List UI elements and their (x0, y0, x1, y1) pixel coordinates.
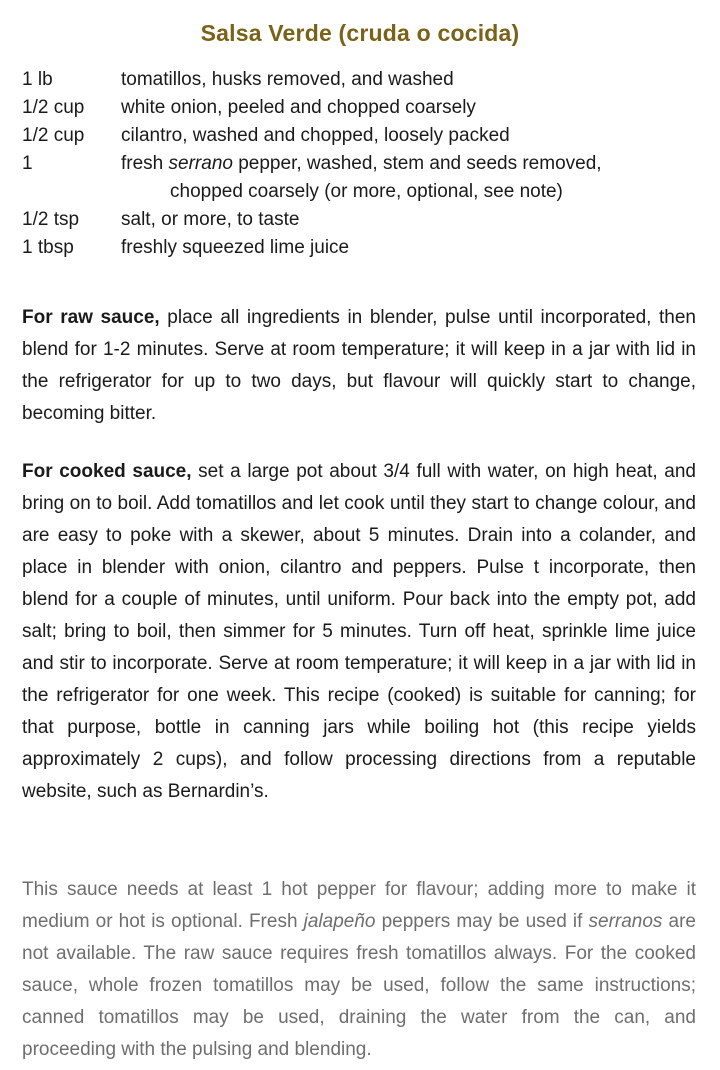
note-text: are not available. The raw sauce requires fresh tomatillos always. For the cooked sauce, whole frozen tomatillos may be used, follow the same instructions; canned tomatillos may be used, draining the water from the can, and proceeding with the pulsing and blending. (22, 911, 696, 1060)
ingredient-row (22, 206, 712, 234)
ingredient-quantity: 1 tbsp (22, 237, 74, 258)
ingredient-row (22, 94, 712, 122)
ingredient-list (22, 66, 712, 262)
ingredient-description: freshly squeezed lime juice (121, 237, 350, 258)
ingredient-italic-text: serrano (168, 153, 233, 174)
ingredient-row (22, 234, 712, 262)
recipe-note (22, 874, 696, 1066)
raw-sauce-label: For raw sauce, (22, 307, 160, 328)
ingredient-quantity: 1/2 cup (22, 125, 85, 146)
note-text: peppers may be used if (375, 911, 589, 932)
recipe-title: Salsa Verde (cruda o cocida) (200, 20, 520, 46)
cooked-sauce-instructions (22, 456, 696, 808)
ingredient-description: salt, or more, to taste (121, 209, 300, 230)
ingredient-row-continuation (22, 178, 712, 206)
ingredient-quantity: 1 (22, 153, 33, 174)
ingredient-description (121, 150, 712, 178)
ingredient-text: pepper, washed, stem and seeds removed, (232, 153, 602, 174)
raw-sauce-text: place all ingredients in blender, pulse until incorporated, then blend for 1-2 minutes. Serve at room temperature; it will keep in a jar with lid in the refrigerator for up to two days, but flavour will quickly start to change, becoming bitter. (22, 307, 697, 424)
ingredient-quantity: 1 lb (22, 69, 53, 90)
ingredient-description: white onion, peeled and chopped coarsely (121, 97, 476, 118)
cooked-sauce-label: For cooked sauce, (22, 461, 192, 482)
ingredient-row (22, 122, 712, 150)
ingredient-row (22, 66, 712, 94)
ingredient-quantity: 1/2 tsp (22, 209, 80, 230)
ingredient-quantity-empty (22, 178, 121, 206)
note-italic-jalapeno: jalapeño (303, 911, 376, 932)
note-text: This sauce needs at least 1 hot pepper for flavour; adding more to make it medium or hot is optional. Fresh (22, 879, 696, 932)
ingredient-description: tomatillos, husks removed, and washed (121, 69, 454, 90)
note-italic-serranos: serranos (588, 911, 663, 932)
ingredient-row (22, 150, 712, 178)
raw-sauce-instructions (22, 302, 696, 430)
ingredient-description: cilantro, washed and chopped, loosely packed (121, 125, 510, 146)
ingredient-quantity: 1/2 cup (22, 97, 85, 118)
ingredient-text: fresh (121, 153, 169, 174)
cooked-sauce-text: set a large pot about 3/4 full with water, on high heat, and bring on to boil. Add tomatillos and let cook until they start to change colour, and are easy to poke with a skewer, about 5 minutes. Drain into a colander, and place in blender with onion, cilantro and peppers. Pulse t incorporate, then blend for a couple of minutes, until uniform. Pour back into the empty pot, add salt; bring to boil, then simmer for 5 minutes. Turn off heat, sprinkle lime juice and stir to incorporate. Serve at room temperature; it will keep in a jar with lid in the refrigerator for one week. This recipe (cooked) is suitable for canning; for that purpose, bottle in canning jars while boiling hot (this recipe yields approximately 2 cups), and follow processing directions from a reputable website, such as Bernardin’s. (22, 461, 696, 802)
ingredient-description-continuation: chopped coarsely (or more, optional, see note) (170, 181, 563, 202)
